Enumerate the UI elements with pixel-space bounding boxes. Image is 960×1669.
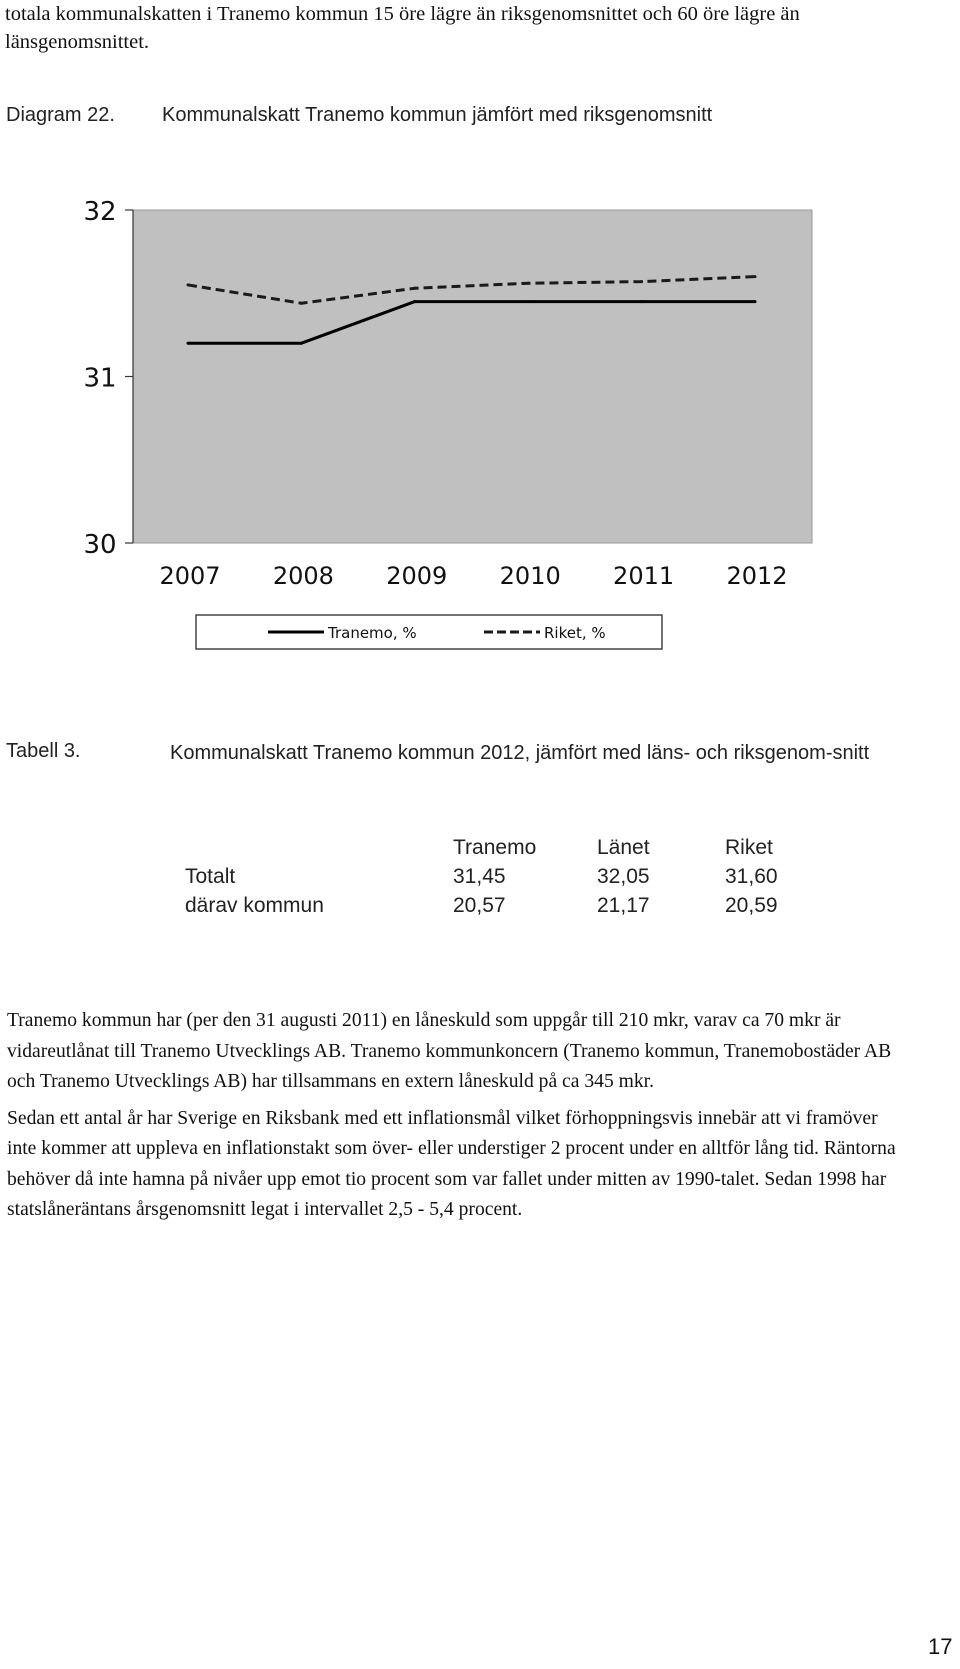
- data-point-tranemo: [413, 300, 416, 303]
- tax-line-chart: [0, 195, 960, 695]
- x-tick-label: 2007: [159, 562, 221, 590]
- row-label: därav kommun: [185, 894, 324, 917]
- x-tick-label: 2012: [726, 562, 788, 590]
- intro-paragraph: totala kommunalskatten i Tranemo kommun 15 öre lägre än riksgenomsnittet och 60 öre lägre än länsgenomsnittet.: [5, 3, 800, 53]
- data-point-riket: [300, 302, 303, 305]
- paragraph-inflation: Sedan ett antal år har Sverige en Riksbank med ett inflationsmål vilket förhoppningsvis innebär att vi framöver inte kommer att uppleva en inflationstakt som över- eller understiger 2 procent under en alltför lång tid. Räntorna behöver då inte hamna på nivåer upp emot tio procent som var fallet under mitten av 1990-talet. Sedan 1998 har statslåneräntans årsgenomsnitt legat i intervallet 2,5 - 5,4 procent.: [7, 1107, 896, 1220]
- x-tick-label: 2009: [386, 562, 448, 590]
- y-tick-label: 30: [83, 530, 117, 560]
- body-text: [7, 1006, 907, 1232]
- data-point-tranemo: [754, 300, 757, 303]
- data-point-riket: [527, 282, 530, 285]
- data-point-tranemo: [527, 300, 530, 303]
- y-tick-label: 31: [83, 363, 117, 394]
- paragraph-debt: Tranemo kommun har (per den 31 augusti 2011) en låneskuld som uppgår till 210 mkr, varav ca 70 mkr är vidareutlånat till Tranemo Utvecklings AB. Tranemo kommunkoncern (Tranemo kommun, Tranemobostäder AB och Tranemo Utvecklings AB) har tillsammans en extern låneskuld på ca 345 mkr.: [7, 1010, 892, 1092]
- column-header: Länet: [597, 836, 650, 859]
- table-cell: 32,05: [597, 865, 650, 888]
- page-number: 17: [928, 1634, 953, 1659]
- diagram-label: Diagram 22.: [6, 104, 115, 126]
- data-point-riket: [413, 287, 416, 290]
- table-label: Tabell 3.: [6, 740, 81, 762]
- data-point-tranemo: [300, 342, 303, 345]
- data-point-riket: [187, 283, 190, 286]
- diagram-title: Kommunalskatt Tranemo kommun jämfört med riksgenomsnitt: [162, 104, 713, 126]
- table-cell: 20,59: [725, 894, 778, 917]
- legend-label: Tranemo, %: [328, 624, 417, 642]
- data-point-tranemo: [187, 342, 190, 345]
- legend-label: Riket, %: [544, 624, 606, 642]
- data-point-riket: [640, 280, 643, 283]
- table-cell: 21,17: [597, 894, 650, 917]
- table-cell: 31,60: [725, 865, 778, 888]
- column-header: Riket: [725, 836, 773, 859]
- x-tick-label: 2010: [499, 562, 561, 590]
- table-cell: 31,45: [453, 865, 506, 888]
- table-title: Kommunalskatt Tranemo kommun 2012, jämfört med läns- och riksgenom-snitt: [170, 742, 870, 764]
- plot-area: [133, 210, 812, 543]
- x-tick-label: 2011: [613, 562, 675, 590]
- column-header: Tranemo: [453, 836, 537, 859]
- table-cell: 20,57: [453, 894, 506, 917]
- data-point-riket: [754, 275, 757, 278]
- row-label: Totalt: [185, 865, 236, 888]
- data-point-tranemo: [640, 300, 643, 303]
- y-tick-label: 32: [83, 197, 117, 227]
- x-tick-label: 2008: [272, 562, 334, 590]
